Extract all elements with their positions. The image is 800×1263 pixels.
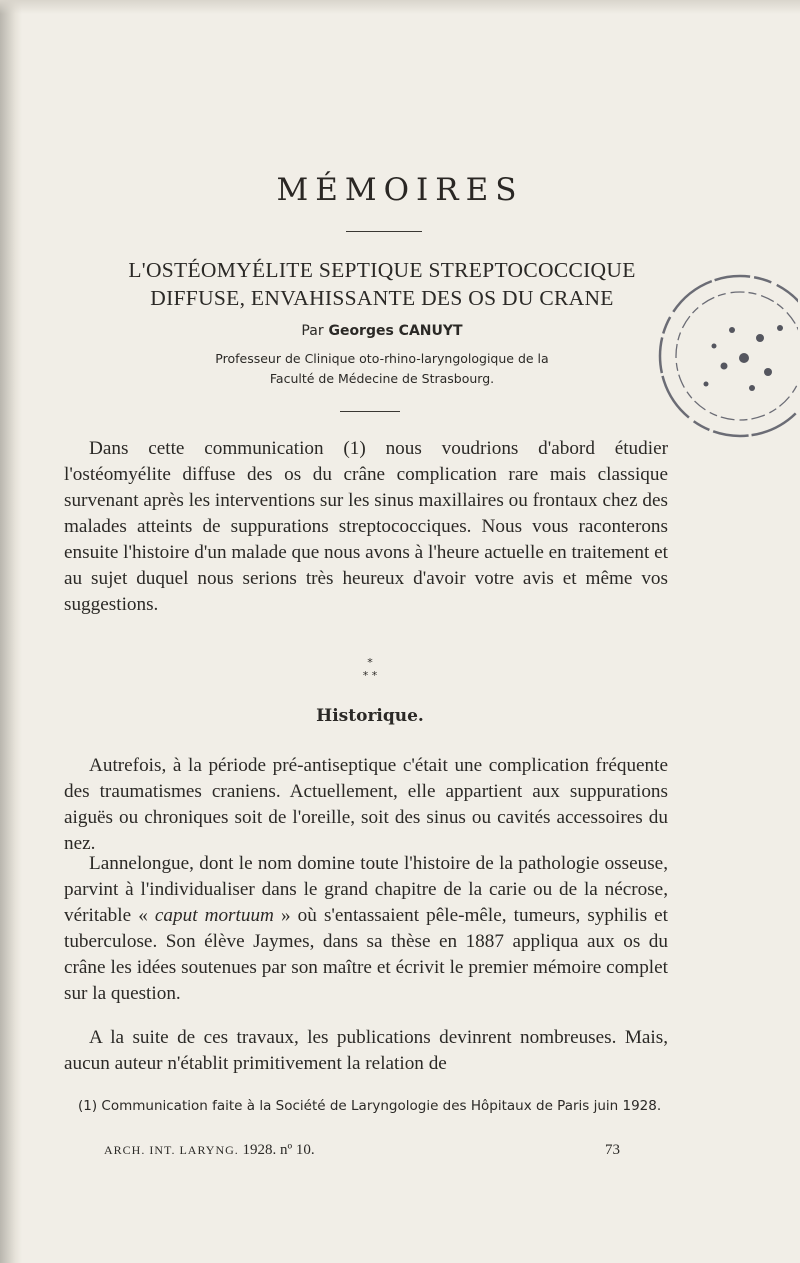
journal-name: ARCH. INT. LARYNG.	[104, 1143, 239, 1157]
footnote: (1) Communication faite à la Société de Laryngologie des Hôpitaux de Paris juin 1928.	[78, 1098, 662, 1114]
intro-paragraph	[64, 436, 668, 618]
heading-rule	[346, 231, 422, 232]
byline-rule	[340, 411, 400, 412]
separator-top: *	[367, 656, 373, 669]
paragraph-2-start: Lannelongue, dont le nom domine toute l'histoire de la pathologie osseuse, parvint à l'individualiser dans le grand chapitre de la carie ou de la nécrose, véritable «	[64, 853, 668, 926]
title-line-1: L'OSTÉOMYÉLITE SEPTIQUE STREPTOCOCCIQUE	[128, 258, 636, 282]
intro-text-end: nous voudrions d'abord étudier l'ostéomyélite diffuse des os du crâne complication rare mais classique survenant après les interventions sur les sinus maxillaires ou frontaux chez des malades atteints de suppurations streptococciques. Nous vous raconterons ensuite l'histoire d'un malade que nous avons à l'heure actuelle en traitement et au sujet duquel nous serions très heureux d'avoir votre avis et même vos suggestions.	[64, 438, 668, 615]
journal-issue: 1928. nº 10.	[242, 1142, 315, 1158]
paragraph-2-end: » où s'entassaient pêle-mêle, tumeurs, syphilis et tuberculose. Son élève Jaymes, dans sa thèse en 1887 appliqua aux os du crâne les idées soutenues par son maître et écrivit le premier mémoire complet sur la question.	[64, 905, 668, 1004]
author-affiliation	[92, 349, 672, 389]
separator-bottom: * *	[362, 669, 378, 682]
author-name: Georges CANUYT	[328, 323, 463, 339]
title-line-2: DIFFUSE, ENVAHISSANTE DES OS DU CRANE	[150, 286, 614, 310]
page-top-shadow	[0, 0, 800, 14]
section-title: Historique.	[316, 706, 424, 726]
author-prefix: Par	[301, 323, 324, 339]
footnote-reference: (1)	[343, 438, 366, 459]
affiliation-line-1: Professeur de Clinique oto-rhino-laryngologique de la	[215, 351, 549, 366]
history-paragraph-3: A la suite de ces travaux, les publications devinrent nombreuses. Mais, aucun auteur n'établit primitivement la relation de	[64, 1027, 668, 1074]
history-paragraph-1: Autrefois, à la période pré-antiseptique c'était une complication fréquente des traumatismes craniens. Actuellement, elle appartient aux suppurations aiguës ou chroniques soit de l'oreille, soit des sinus ou cavités accessoires du nez.	[64, 755, 668, 854]
history-paragraph-2	[64, 851, 668, 1007]
author-byline	[92, 323, 672, 339]
journal-footer	[104, 1142, 604, 1159]
library-stamp-icon	[640, 268, 798, 440]
article-title	[92, 256, 672, 312]
section-separator	[350, 656, 390, 682]
section-heading: MÉMOIRES	[276, 172, 524, 208]
intro-text-start: Dans cette communication	[89, 438, 344, 459]
page-number: 73	[605, 1142, 620, 1158]
affiliation-line-2: Faculté de Médecine de Strasbourg.	[269, 371, 495, 386]
latin-phrase: caput mortuum	[154, 905, 274, 926]
